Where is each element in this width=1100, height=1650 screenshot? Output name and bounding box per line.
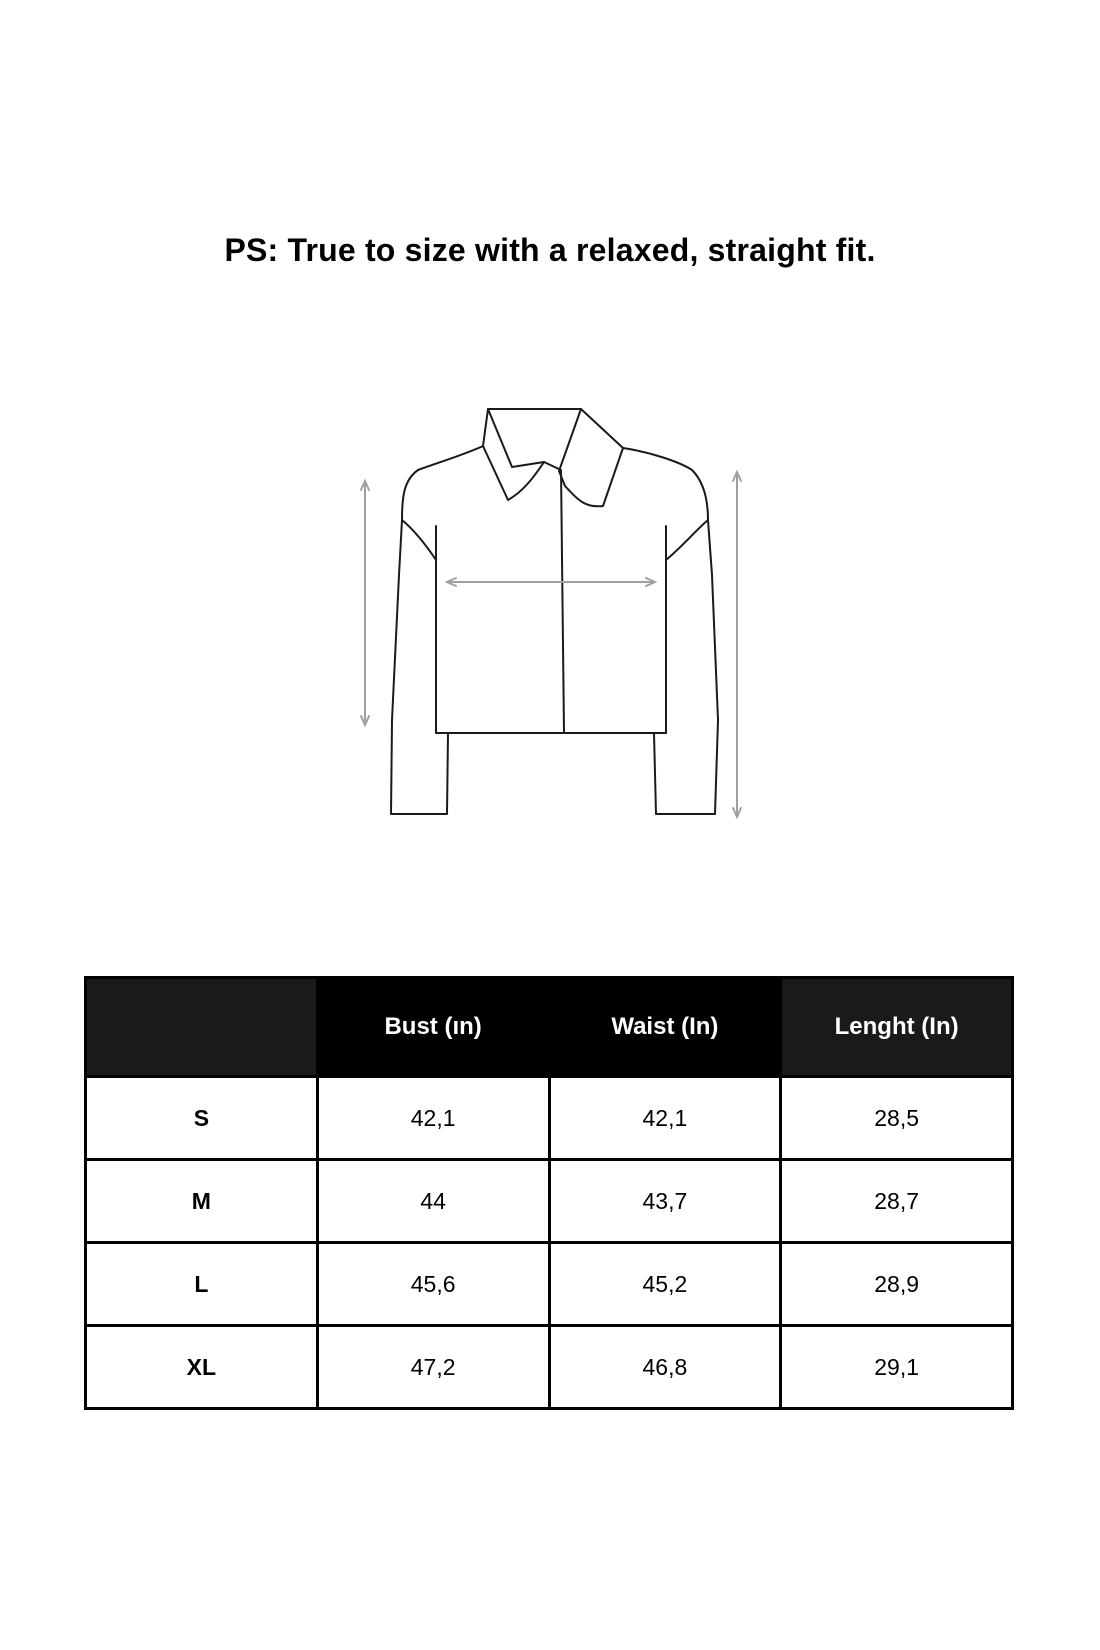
waist-value: 42,1	[549, 1077, 781, 1160]
fit-note: PS: True to size with a relaxed, straight fit.	[224, 232, 876, 268]
table-row	[86, 1160, 1013, 1243]
header-size	[86, 978, 318, 1077]
size-chart-table	[84, 976, 1014, 1410]
length-value: 28,7	[781, 1160, 1013, 1243]
table-row	[86, 1243, 1013, 1326]
size-label: XL	[86, 1326, 318, 1409]
shoulder-seam-left	[402, 520, 436, 560]
jacket-sketch-icon	[350, 395, 750, 835]
header-bust: Bust (ın)	[317, 978, 549, 1077]
bust-value: 44	[317, 1160, 549, 1243]
header-waist: Waist (In)	[549, 978, 781, 1077]
size-chart-header-row	[86, 978, 1013, 1077]
size-label: S	[86, 1077, 318, 1160]
jacket-outline	[391, 446, 718, 814]
size-label: L	[86, 1243, 318, 1326]
collar-left	[483, 409, 544, 500]
front-placket	[544, 462, 564, 732]
header-length: Lenght (In)	[781, 978, 1013, 1077]
shoulder-seam-right	[666, 520, 708, 560]
table-row	[86, 1326, 1013, 1409]
waist-value: 46,8	[549, 1326, 781, 1409]
bust-value: 42,1	[317, 1077, 549, 1160]
length-value: 28,9	[781, 1243, 1013, 1326]
waist-value: 43,7	[549, 1160, 781, 1243]
waist-value: 45,2	[549, 1243, 781, 1326]
length-value: 28,5	[781, 1077, 1013, 1160]
bust-value: 45,6	[317, 1243, 549, 1326]
bust-value: 47,2	[317, 1326, 549, 1409]
length-value: 29,1	[781, 1326, 1013, 1409]
table-row	[86, 1077, 1013, 1160]
size-label: M	[86, 1160, 318, 1243]
